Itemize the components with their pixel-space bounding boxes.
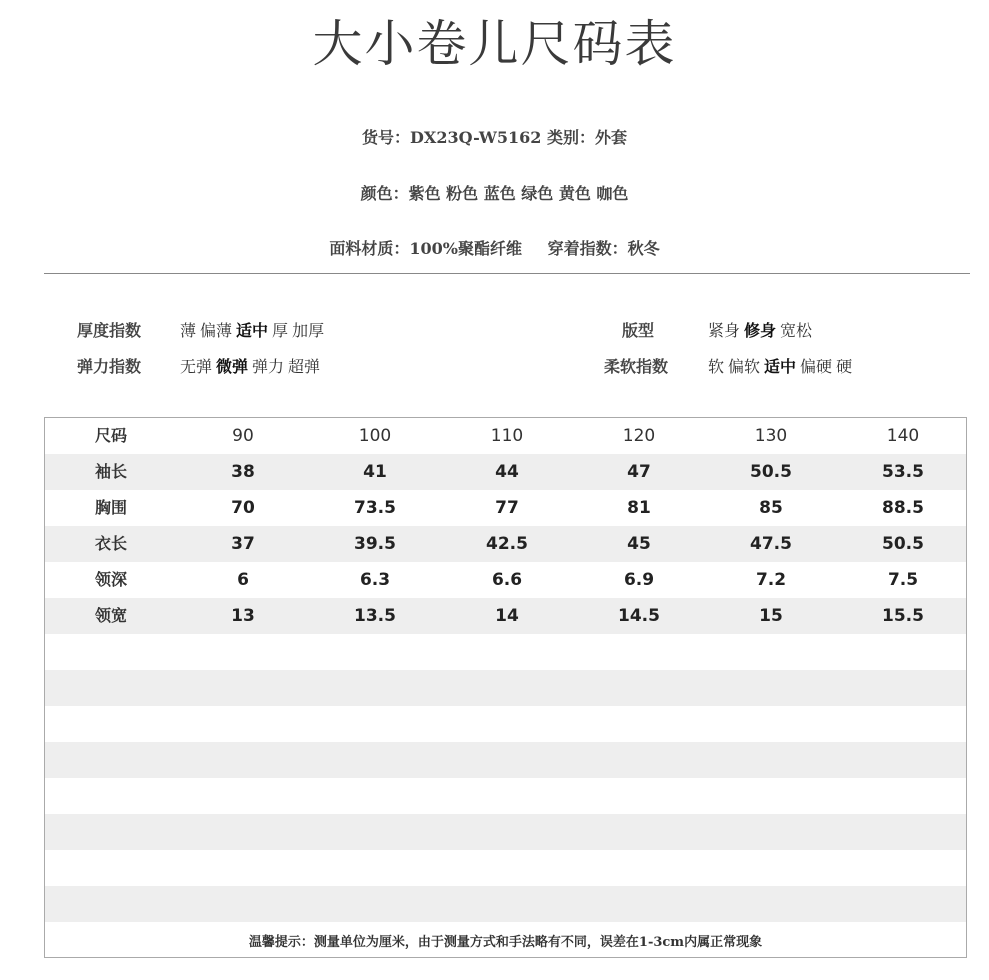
table-row <box>45 634 966 670</box>
table-row <box>45 562 966 598</box>
attr-option: 修身 <box>744 321 777 340</box>
table-row <box>45 598 966 634</box>
measure-value: 50.5 <box>882 534 924 554</box>
product-code-category: 货号：DX23Q-W5162 类别：外套 <box>362 128 627 147</box>
measure-value: 37 <box>231 534 255 554</box>
attr-thickness-options <box>180 318 328 341</box>
measure-value: 6.6 <box>491 570 523 590</box>
measure-label: 领宽 <box>94 606 127 625</box>
measure-value: 13.5 <box>354 606 396 626</box>
measure-value: 15.5 <box>882 606 924 626</box>
attr-elasticity-options <box>180 354 324 377</box>
measure-value: 81 <box>627 498 651 518</box>
attr-option: 适中 <box>236 321 269 340</box>
measure-label: 领深 <box>94 570 127 589</box>
material-text: 面料材质：100%聚酯纤维 <box>329 239 522 258</box>
size-header-cell: 110 <box>490 426 524 446</box>
attr-option: 厚 <box>272 321 289 340</box>
measure-value: 50.5 <box>750 462 792 482</box>
table-row <box>45 778 966 814</box>
measure-value: 47.5 <box>750 534 792 554</box>
size-header-cell: 120 <box>622 426 656 446</box>
attr-option: 偏薄 <box>200 321 233 340</box>
size-header-cell: 140 <box>886 426 920 446</box>
measure-value: 39.5 <box>354 534 396 554</box>
measure-value: 73.5 <box>354 498 396 518</box>
measure-value: 88.5 <box>882 498 924 518</box>
measure-value: 47 <box>627 462 651 482</box>
attr-option: 软 <box>708 357 725 376</box>
size-header-cell: 90 <box>232 426 254 446</box>
measurement-note: 温馨提示：测量单位为厘米，由于测量方式和手法略有不同，误差在1-3cm内属正常现象 <box>248 935 763 950</box>
measure-value: 44 <box>495 462 519 482</box>
measure-value: 45 <box>627 534 651 554</box>
table-row <box>45 886 966 922</box>
measure-value: 77 <box>495 498 519 518</box>
table-row <box>45 490 966 526</box>
measure-value: 14 <box>495 606 519 626</box>
attr-option: 弹力 <box>252 357 285 376</box>
size-header-cell: 100 <box>358 426 392 446</box>
season-text: 穿着指数：秋冬 <box>547 239 660 258</box>
measure-value: 14.5 <box>618 606 660 626</box>
table-header-row <box>45 418 966 454</box>
measure-value: 38 <box>231 462 255 482</box>
measure-value: 7.2 <box>755 570 787 590</box>
table-row <box>45 814 966 850</box>
attr-thickness <box>77 318 141 341</box>
measure-value: 6.9 <box>623 570 655 590</box>
page-title: 大小卷儿尺码表 <box>312 15 677 73</box>
table-row <box>45 670 966 706</box>
attr-option: 宽松 <box>780 321 813 340</box>
attr-label: 版型 <box>622 321 655 340</box>
table-row <box>45 526 966 562</box>
size-table <box>44 417 967 958</box>
size-header-label: 尺码 <box>94 426 127 445</box>
measure-value: 42.5 <box>486 534 528 554</box>
attr-fit-options <box>708 318 816 341</box>
attr-label: 弹力指数 <box>77 357 142 376</box>
attr-option: 适中 <box>764 357 797 376</box>
attr-option: 薄 <box>180 321 197 340</box>
table-row <box>45 706 966 742</box>
measure-value: 7.5 <box>887 570 919 590</box>
attr-option: 偏软 <box>728 357 761 376</box>
attr-softness <box>604 354 668 377</box>
measure-label: 袖长 <box>94 462 127 481</box>
table-row <box>45 850 966 886</box>
measure-value: 6.3 <box>359 570 391 590</box>
color-list: 颜色：紫色 粉色 蓝色 绿色 黄色 咖色 <box>360 184 629 203</box>
measure-label: 胸围 <box>94 498 127 517</box>
measure-value: 85 <box>759 498 783 518</box>
attr-option: 微弹 <box>216 357 249 376</box>
attr-label: 柔软指数 <box>604 357 669 376</box>
measure-value: 70 <box>231 498 255 518</box>
measure-value: 53.5 <box>882 462 924 482</box>
measure-value: 15 <box>759 606 783 626</box>
size-header-cell: 130 <box>754 426 788 446</box>
attr-option: 无弹 <box>180 357 213 376</box>
attr-option: 加厚 <box>292 321 325 340</box>
attr-label: 厚度指数 <box>77 321 142 340</box>
attr-softness-options <box>708 354 856 377</box>
material-season <box>0 236 989 259</box>
measure-value: 41 <box>363 462 387 482</box>
attr-option: 硬 <box>836 357 853 376</box>
divider <box>44 273 970 274</box>
attr-option: 偏硬 <box>800 357 833 376</box>
measure-value: 6 <box>237 570 249 590</box>
measure-label: 衣长 <box>94 534 127 553</box>
measure-value: 13 <box>231 606 255 626</box>
table-row <box>45 454 966 490</box>
attr-option: 紧身 <box>708 321 741 340</box>
attr-fit <box>622 318 654 341</box>
attr-elasticity <box>77 354 141 377</box>
attr-option: 超弹 <box>288 357 321 376</box>
table-row <box>45 742 966 778</box>
